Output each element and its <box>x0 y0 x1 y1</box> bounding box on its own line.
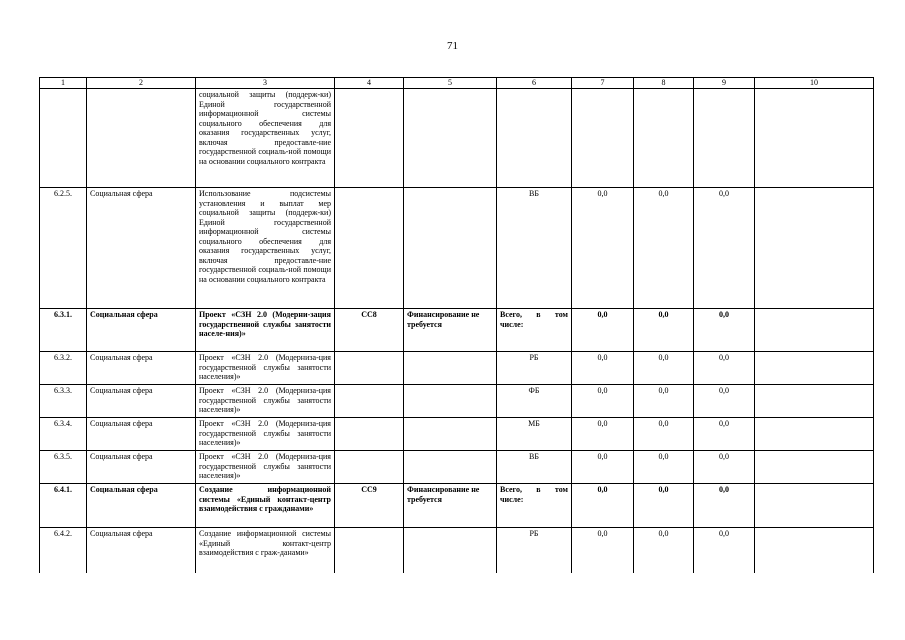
value-cell: 0,0 <box>694 451 755 484</box>
financing-cell <box>404 352 497 385</box>
row-number-cell: 6.3.5. <box>40 451 87 484</box>
note-cell <box>755 309 874 352</box>
note-cell <box>755 418 874 451</box>
column-header: 7 <box>572 78 634 89</box>
value-cell: 0,0 <box>694 418 755 451</box>
row-number-cell: 6.3.1. <box>40 309 87 352</box>
value-cell: 0,0 <box>634 309 694 352</box>
value-cell: 0,0 <box>634 352 694 385</box>
description-cell: Проект «СЗН 2.0 (Модерни-зация государственной службы занятости населе-ния)» <box>196 309 335 352</box>
row-number-cell: 6.4.2. <box>40 528 87 573</box>
budget-table <box>39 77 874 573</box>
value-cell <box>634 89 694 188</box>
value-cell: 0,0 <box>572 309 634 352</box>
source-cell: ФБ <box>497 385 572 418</box>
column-header: 6 <box>497 78 572 89</box>
source-cell: Всего, в том числе: <box>497 309 572 352</box>
column-header: 1 <box>40 78 87 89</box>
financing-cell <box>404 418 497 451</box>
financing-cell <box>404 528 497 573</box>
code-cell <box>335 385 404 418</box>
financing-cell: Финансирование не требуется <box>404 309 497 352</box>
description-cell: Проект «СЗН 2.0 (Модерниза-ция государственной службы занятости населения)» <box>196 385 335 418</box>
description-cell: социальной защиты (поддерж-ки) Единой государственной информационной системы социального обеспечения для оказания государственных услуг, включая предоставле-ние государственной социаль-ной помощи на основании социального контракта <box>196 89 335 188</box>
value-cell <box>694 89 755 188</box>
value-cell: 0,0 <box>694 352 755 385</box>
value-cell <box>572 89 634 188</box>
sphere-cell: Социальная сфера <box>87 528 196 573</box>
financing-cell <box>404 451 497 484</box>
note-cell <box>755 385 874 418</box>
value-cell: 0,0 <box>634 528 694 573</box>
value-cell: 0,0 <box>572 188 634 309</box>
column-header: 3 <box>196 78 335 89</box>
table-row <box>40 484 874 528</box>
value-cell: 0,0 <box>572 418 634 451</box>
row-number-cell: 6.4.1. <box>40 484 87 528</box>
sphere-cell: Социальная сфера <box>87 188 196 309</box>
sphere-cell: Социальная сфера <box>87 309 196 352</box>
financing-cell <box>404 188 497 309</box>
value-cell: 0,0 <box>694 188 755 309</box>
code-cell <box>335 188 404 309</box>
row-number-cell: 6.3.3. <box>40 385 87 418</box>
code-cell <box>335 418 404 451</box>
financing-cell: Финансирование не требуется <box>404 484 497 528</box>
value-cell: 0,0 <box>694 484 755 528</box>
value-cell: 0,0 <box>634 385 694 418</box>
column-header: 8 <box>634 78 694 89</box>
value-cell: 0,0 <box>572 451 634 484</box>
row-number-cell <box>40 89 87 188</box>
source-cell: РБ <box>497 352 572 385</box>
value-cell: 0,0 <box>572 528 634 573</box>
sphere-cell: Социальная сфера <box>87 484 196 528</box>
code-cell: СС9 <box>335 484 404 528</box>
code-cell <box>335 352 404 385</box>
row-number-cell: 6.3.2. <box>40 352 87 385</box>
description-cell: Проект «СЗН 2.0 (Модерниза-ция государственной службы занятости населения)» <box>196 352 335 385</box>
value-cell: 0,0 <box>634 418 694 451</box>
table-row <box>40 188 874 309</box>
column-header: 10 <box>755 78 874 89</box>
financing-cell <box>404 385 497 418</box>
code-cell <box>335 528 404 573</box>
code-cell: СС8 <box>335 309 404 352</box>
sphere-cell: Социальная сфера <box>87 418 196 451</box>
value-cell: 0,0 <box>572 484 634 528</box>
description-cell: Проект «СЗН 2.0 (Модерниза-ция государственной службы занятости населения)» <box>196 418 335 451</box>
column-header: 5 <box>404 78 497 89</box>
table-row <box>40 418 874 451</box>
description-cell: Использование подсистемы установления и выплат мер социальной защиты (поддерж-ки) Единой государственной информационной системы социального обеспечения для оказания государственных услуг, включая предоставле-ние государственной социаль-ной помощи на основании социального контракта <box>196 188 335 309</box>
code-cell <box>335 89 404 188</box>
value-cell: 0,0 <box>572 352 634 385</box>
note-cell <box>755 484 874 528</box>
sphere-cell: Социальная сфера <box>87 352 196 385</box>
table-header-row <box>40 78 874 89</box>
table-row <box>40 352 874 385</box>
value-cell: 0,0 <box>634 484 694 528</box>
value-cell: 0,0 <box>694 309 755 352</box>
note-cell <box>755 451 874 484</box>
column-header: 2 <box>87 78 196 89</box>
sphere-cell: Социальная сфера <box>87 385 196 418</box>
description-cell: Создание информационной системы «Единый контакт-центр взаимодействия с гражданами» <box>196 484 335 528</box>
description-cell: Проект «СЗН 2.0 (Модерниза-ция государственной службы занятости населения)» <box>196 451 335 484</box>
note-cell <box>755 188 874 309</box>
table-row <box>40 309 874 352</box>
note-cell <box>755 528 874 573</box>
value-cell: 0,0 <box>572 385 634 418</box>
sphere-cell: Социальная сфера <box>87 451 196 484</box>
source-cell <box>497 89 572 188</box>
column-header: 9 <box>694 78 755 89</box>
description-cell: Создание информационной системы «Единый контакт-центр взаимодействия с граж-данами» <box>196 528 335 573</box>
source-cell: ВБ <box>497 188 572 309</box>
row-number-cell: 6.2.5. <box>40 188 87 309</box>
table-row <box>40 451 874 484</box>
table-row <box>40 385 874 418</box>
page-number: 71 <box>447 40 458 52</box>
table-row <box>40 89 874 188</box>
source-cell: ВБ <box>497 451 572 484</box>
column-header: 4 <box>335 78 404 89</box>
value-cell: 0,0 <box>634 451 694 484</box>
note-cell <box>755 352 874 385</box>
value-cell: 0,0 <box>634 188 694 309</box>
value-cell: 0,0 <box>694 385 755 418</box>
code-cell <box>335 451 404 484</box>
row-number-cell: 6.3.4. <box>40 418 87 451</box>
source-cell: МБ <box>497 418 572 451</box>
source-cell: РБ <box>497 528 572 573</box>
table-row <box>40 528 874 573</box>
note-cell <box>755 89 874 188</box>
sphere-cell <box>87 89 196 188</box>
source-cell: Всего, в том числе: <box>497 484 572 528</box>
financing-cell <box>404 89 497 188</box>
value-cell: 0,0 <box>694 528 755 573</box>
